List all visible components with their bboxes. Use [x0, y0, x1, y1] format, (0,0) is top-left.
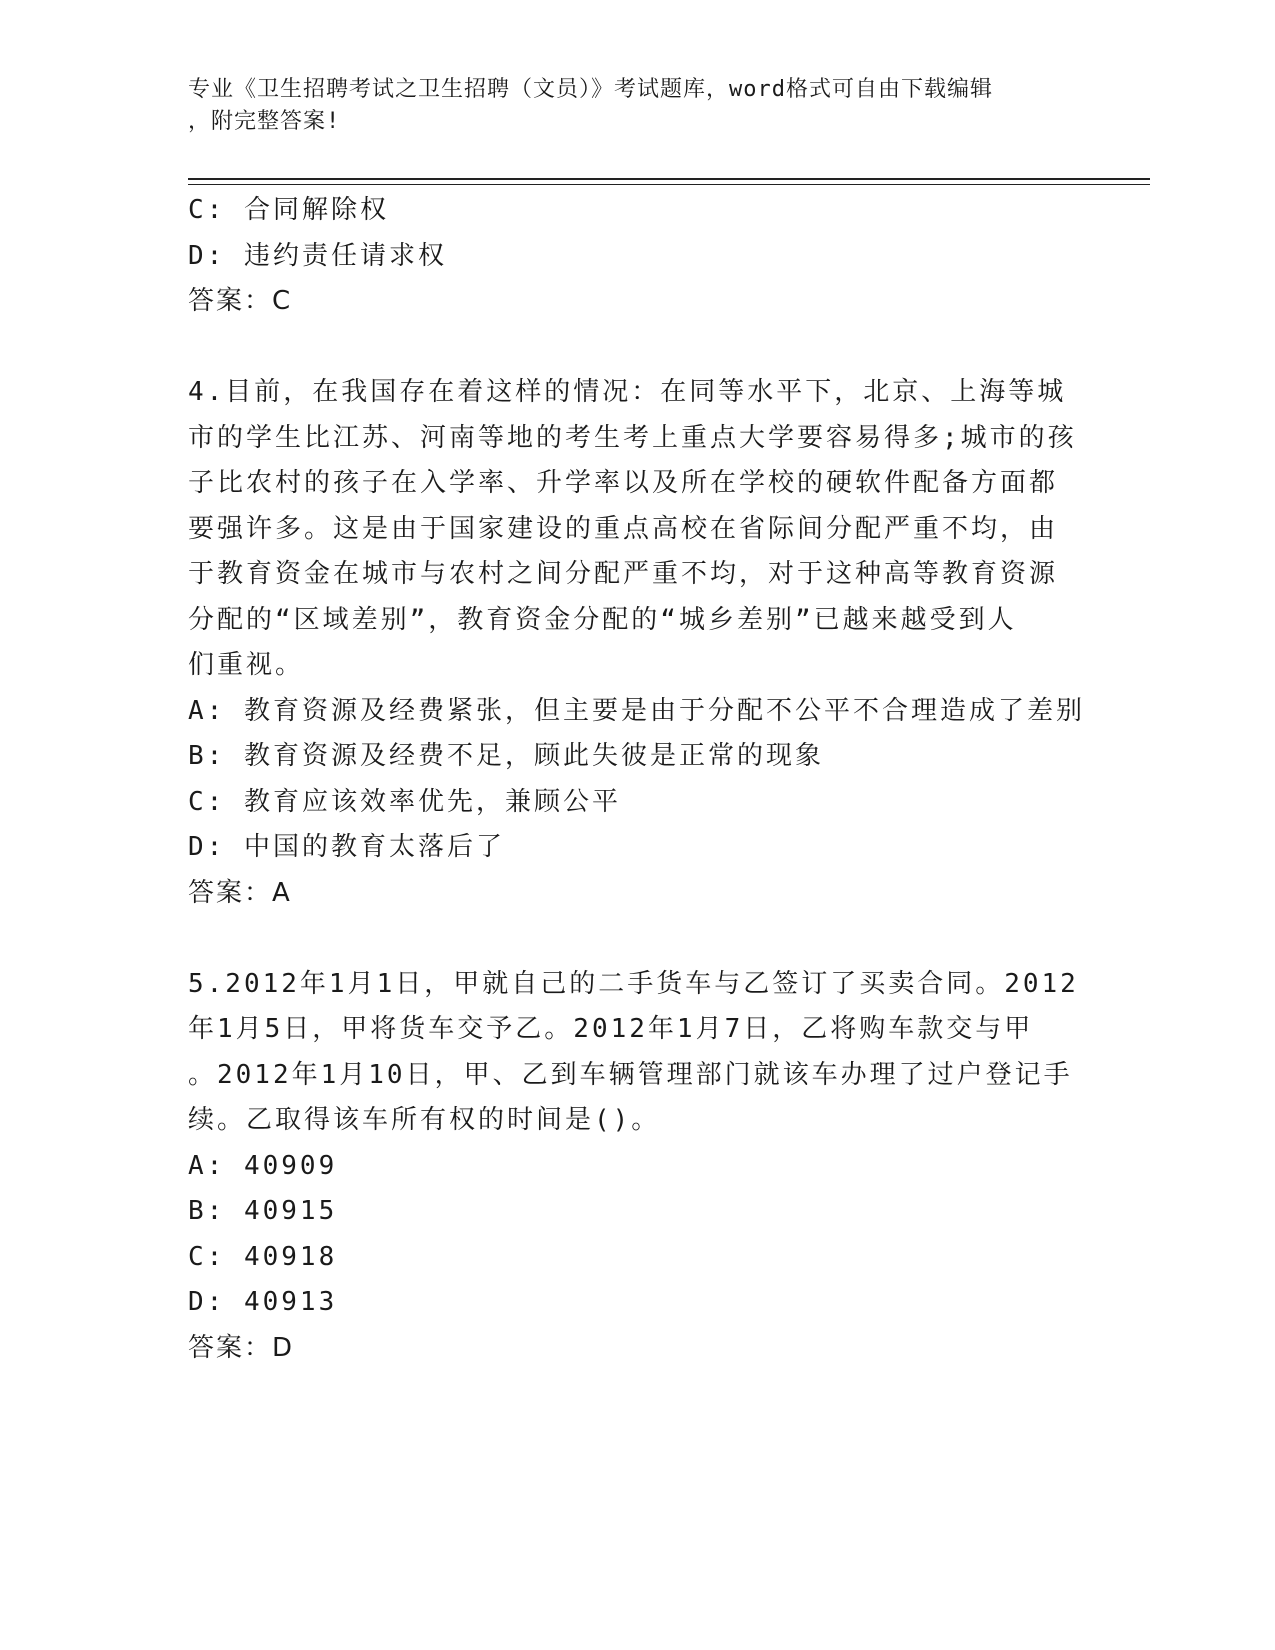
- q4-stem-line: 4.目前，在我国存在着这样的情况：在同等水平下，北京、上海等城: [188, 377, 1067, 407]
- q4-stem-line: 市的学生比江苏、河南等地的考生考上重点大学要容易得多;城市的孩: [188, 422, 1077, 453]
- q4-stem-line: 于教育资金在城市与农村之间分配严重不均，对于这种高等教育资源: [188, 559, 1059, 589]
- q4-stem-line: 们重视。: [188, 650, 305, 680]
- header-line-1: 专业《卫生招聘考试之卫生招聘（文员）》考试题库，word格式可自由下载编辑: [188, 77, 993, 102]
- q4-stem-line: 要强许多。这是由于国家建设的重点高校在省际间分配严重不均，由: [188, 513, 1059, 544]
- q4-option-a: A: 教育资源及经费紧张，但主要是由于分配不公平不合理造成了差别: [188, 695, 1085, 726]
- q5-stem-line: 。2012年1月10日，甲、乙到车辆管理部门就该车办理了过户登记手: [188, 1059, 1073, 1090]
- q5-stem-line: 年1月5日，甲将货车交予乙。2012年1月7日，乙将购车款交与甲: [188, 1014, 1034, 1044]
- q5-option-c: C: 40918: [188, 1241, 338, 1272]
- q4-option-c: C: 教育应该效率优先，兼顾公平: [188, 786, 621, 817]
- q3-option-d: D: 违约责任请求权: [188, 240, 447, 271]
- q4-answer: 答案：A: [188, 877, 292, 908]
- spacer: [188, 325, 1088, 371]
- q5-option-d: D: 40913: [188, 1287, 338, 1317]
- header-divider-thick: [188, 178, 1150, 180]
- q5-option-b: B: 40915: [188, 1196, 338, 1226]
- question-content: [188, 188, 1088, 1371]
- header-divider-thin: [188, 184, 1150, 185]
- q3-answer: 答案：C: [188, 286, 293, 316]
- q5-option-a: A: 40909: [188, 1150, 338, 1181]
- q4-stem-line: 分配的“区域差别”，教育资金分配的“城乡差别”已越来越受到人: [188, 604, 1017, 635]
- q4-option-b: B: 教育资源及经费不足，顾此失彼是正常的现象: [188, 741, 824, 771]
- header-line-2: ，附完整答案!: [188, 109, 341, 134]
- q4-stem-line: 子比农村的孩子在入学率、升学率以及所在学校的硬软件配备方面都: [188, 468, 1059, 498]
- q3-option-c: C: 合同解除权: [188, 195, 389, 225]
- q4-option-d: D: 中国的教育太落后了: [188, 832, 505, 862]
- spacer: [188, 916, 1088, 962]
- q5-stem-line: 续。乙取得该车所有权的时间是()。: [188, 1105, 661, 1135]
- document-header: [188, 74, 1088, 138]
- q5-stem-line: 5.2012年1月1日，甲就自己的二手货车与乙签订了买卖合同。2012: [188, 968, 1079, 999]
- q5-answer: 答案：D: [188, 1332, 295, 1363]
